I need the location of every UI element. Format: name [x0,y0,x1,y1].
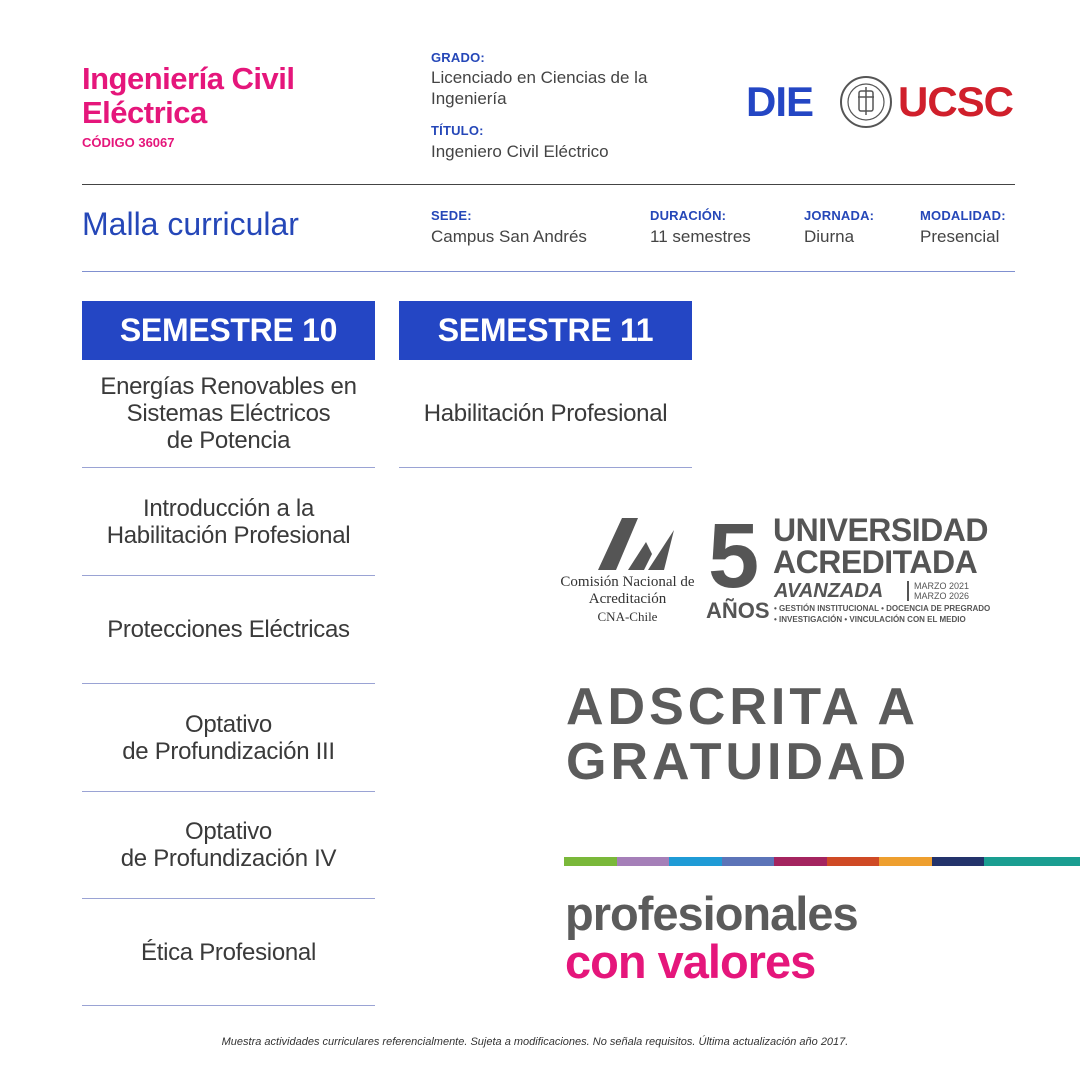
stripe-segment [722,857,775,866]
duracion-label: DURACIÓN: [650,208,727,223]
course-intro-habilitacion: Introducción a la Habilitación Profesional [82,468,375,576]
accreditation-date-to: MARZO 2026 [914,591,970,601]
course-optativo-iii: Optativo de Profundización III [82,684,375,792]
titulo-value: Ingeniero Civil Eléctrico [431,142,609,161]
program-title: Ingeniería Civil Eléctrica [82,61,295,130]
semester-10-header: SEMESTRE 10 [82,301,375,360]
stripe-segment [1037,857,1080,866]
course-protecciones: Protecciones Eléctricas [82,576,375,684]
stripe-segment [984,857,1037,866]
subheader-divider [82,271,1015,272]
stripe-segment [774,857,827,866]
duracion-value: 11 semestres [650,227,751,246]
grado-value: Licenciado en Ciencias de la Ingeniería [431,68,648,108]
course-etica: Ética Profesional [82,899,375,1006]
gratuidad-badge [566,680,919,790]
stripe-segment [617,857,670,866]
accreditation-areas [774,603,990,625]
accreditation-years: 5 [708,505,760,607]
accreditation-date-from: MARZO 2021 [914,581,970,591]
accreditation-areas-line-2: • INVESTIGACIÓN • VINCULACIÓN CON EL MEDIO [774,615,966,624]
stripe-segment [879,857,932,866]
sede-label: SEDE: [431,208,472,223]
titulo-label: TÍTULO: [431,123,484,138]
grado-label: GRADO: [431,50,485,65]
cna-full-name: Comisión Nacional de Acreditación [560,574,695,607]
modalidad-value: Presencial [920,227,1000,246]
program-code: CÓDIGO 36067 [82,135,175,150]
course-habilitacion: Habilitación Profesional [399,360,692,468]
jornada-label: JORNADA: [804,208,875,223]
university-seal-icon [839,75,893,129]
ucsc-logo: UCSC [898,78,1014,125]
stripe-segment [669,857,722,866]
slogan-line-2: con valores [565,935,816,988]
accreditation-areas-line-1: • GESTIÓN INSTITUCIONAL • DOCENCIA DE PREGRADO [774,604,991,613]
gratuidad-line-2: GRATUIDAD [566,733,911,791]
accreditation-level: AVANZADA [774,580,884,602]
jornada-value: Diurna [804,227,855,246]
cna-short-name: CNA-Chile [597,609,658,624]
accreditation-line-2: ACREDITADA [773,544,978,580]
section-title: Malla curricular [82,206,299,242]
accreditation-line-1: UNIVERSIDAD [773,512,988,548]
stripe-segment [932,857,985,866]
sede-value: Campus San Andrés [431,227,587,246]
stripe-segment [564,857,617,866]
disclaimer-footer: Muestra actividades curriculares referencialmente. Sujeta a modificaciones. No señala requisitos. Última actualización año 2017. [221,1036,849,1048]
semester-11-header: SEMESTRE 11 [399,301,692,360]
stripe-segment [827,857,880,866]
gratuidad-line-1: ADSCRITA A [566,678,919,736]
accreditation-years-label: AÑOS [706,598,770,623]
cna-name [560,574,695,625]
slogan-line-1: profesionales [565,887,858,940]
course-optativo-iv: Optativo de Profundización IV [82,792,375,899]
color-stripe [564,857,1080,866]
cna-logo-icon [598,516,678,572]
modalidad-label: MODALIDAD: [920,208,1006,223]
course-energias-renovables: Energías Renovables en Sistemas Eléctricos de Potencia [82,360,375,468]
header-divider [82,184,1015,185]
accreditation-dates [907,581,969,601]
die-logo: DIE [746,78,814,125]
